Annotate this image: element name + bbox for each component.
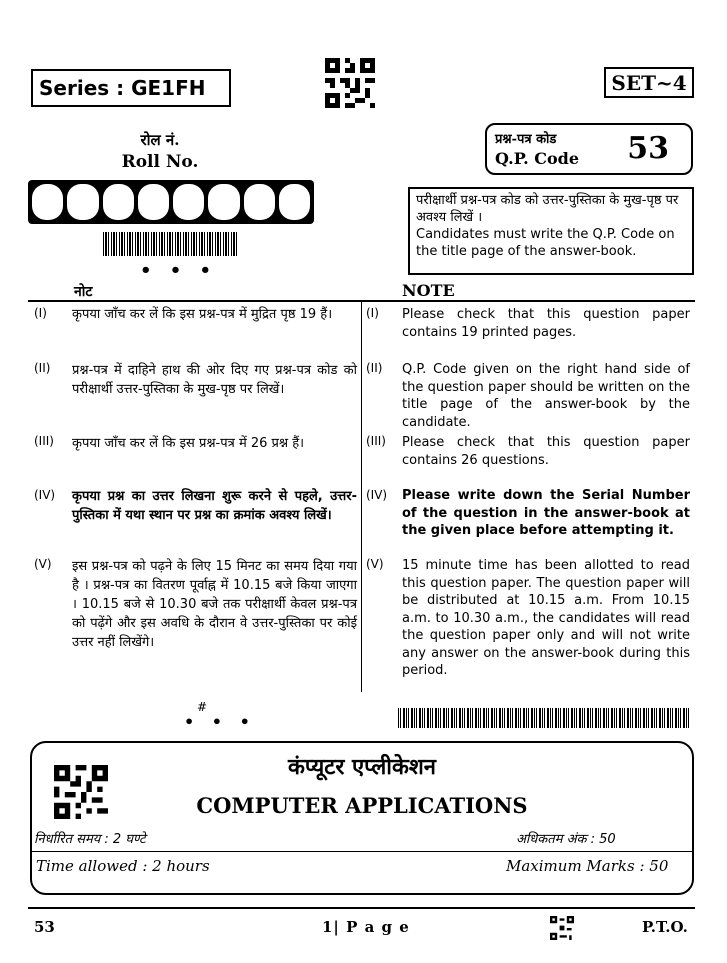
qp-instruction-hindi: परीक्षार्थी प्रश्न-पत्र कोड को उत्तर-पुस्तिका के मुख-पृष्ठ पर अवश्य लिखें । — [416, 193, 679, 225]
note-heading-hindi: नोट — [74, 284, 93, 300]
roll-digit-box[interactable] — [244, 184, 275, 220]
note-number: (III) — [366, 434, 386, 448]
roll-digit-box[interactable] — [103, 184, 134, 220]
note-text-hindi: प्रश्न-पत्र में दाहिने हाथ की ओर दिए गए प्रश्न-पत्र कोड को परीक्षार्थी उत्तर-पुस्तिका के मुख-पृष्ठ पर लिखें। — [72, 363, 357, 397]
qp-code-value: 53 — [627, 131, 669, 166]
note-number: (IV) — [366, 488, 388, 502]
note-text-english: 15 minute time has been allotted to read this question paper. The question paper will be distributed at 10.15 a.m. From 10.15 a.m. to 10.30 a.m., the candidates will read the question paper only and will not write any answer on the answer-book during this period. — [402, 558, 690, 678]
time-allowed-english: Time allowed : 2 hours — [36, 857, 210, 875]
roll-label-english: Roll No. — [121, 152, 199, 172]
note-text-hindi: कृपया जाँच कर लें कि इस प्रश्न-पत्र में मुद्रित पृष्ठ 19 हैं। — [72, 307, 333, 322]
pto-label: P.T.O. — [642, 918, 688, 936]
note-number: (I) — [34, 306, 47, 320]
notes-column-divider — [361, 300, 362, 692]
roll-label-hindi: रोल नं. — [140, 131, 180, 149]
maximum-marks-english: Maximum Marks : 50 — [506, 857, 669, 875]
roll-digit-box[interactable] — [279, 184, 310, 220]
note-number: (IV) — [34, 488, 56, 502]
qp-code-box — [485, 123, 693, 175]
qp-instruction-box — [408, 187, 694, 275]
subject-divider — [30, 851, 694, 852]
time-allowed-hindi: निर्धारित समय : 2 घण्टे — [34, 832, 146, 847]
roll-digit-box[interactable] — [138, 184, 169, 220]
footer-rule — [28, 907, 695, 909]
series-label: Series : GE1FH — [31, 69, 231, 107]
dots-separator: • • • — [184, 712, 256, 731]
roll-digit-box[interactable] — [208, 184, 239, 220]
qp-instruction-english: Candidates must write the Q.P. Code on the title page of the answer-book. — [416, 227, 675, 259]
qr-code-icon — [325, 58, 375, 108]
page-number: 1| P a g e — [322, 918, 410, 936]
subject-title-hindi: कंप्यूटर एप्लीकेशन — [287, 755, 437, 780]
roll-digit-box[interactable] — [67, 184, 98, 220]
note-heading-english: NOTE — [402, 281, 455, 300]
note-number: (V) — [366, 557, 384, 571]
note-number: (II) — [366, 361, 383, 375]
note-text-hindi: इस प्रश्न-पत्र को पढ़ने के लिए 15 मिनट का समय दिया गया है । प्रश्न-पत्र का वितरण पूर्वाह्न में 10.15 बजे किया जाएगा । 10.15 बजे से 10.30 बजे तक परीक्षार्थी केवल प्रश्न-पत्र को पढ़ेंगे और इस अवधि के दौरान वे उत्तर-पुस्तिका पर कोई उत्तर नहीं लिखेंगे। — [72, 559, 357, 650]
note-text-english: Please write down the Serial Number of the question in the answer-book at the given place before attempting it. — [402, 488, 690, 538]
note-number: (III) — [34, 434, 54, 448]
note-number: (V) — [34, 557, 52, 571]
roll-digit-box[interactable] — [32, 184, 63, 220]
qr-code-icon — [550, 916, 574, 940]
note-number: (II) — [34, 361, 51, 375]
barcode-icon — [398, 708, 690, 728]
note-text-hindi: कृपया जाँच कर लें कि इस प्रश्न-पत्र में 26 प्रश्न हैं। — [72, 436, 305, 451]
roll-digit-box[interactable] — [173, 184, 204, 220]
hash-mark: # — [197, 700, 208, 714]
dots-separator: • • • — [140, 260, 218, 281]
qp-label-english: Q.P. Code — [495, 149, 580, 168]
note-number: (I) — [366, 306, 379, 320]
subject-title-english: COMPUTER APPLICATIONS — [196, 793, 528, 818]
qp-label-hindi: प्रश्न-पत्र कोड — [495, 132, 557, 147]
note-text-hindi: कृपया प्रश्न का उत्तर लिखना शुरू करने से पहले, उत्तर-पुस्तिका में यथा स्थान पर प्रश्न का क्रमांक अवश्य लिखें। — [72, 489, 357, 523]
note-text-english: Q.P. Code given on the right hand side of the question paper should be written on the title page of the answer-book by the candidate. — [402, 362, 690, 430]
set-label: SET~4 — [604, 67, 694, 98]
note-text-english: Please check that this question paper contains 26 questions. — [402, 435, 690, 468]
roll-number-boxes[interactable] — [28, 180, 314, 224]
barcode-icon — [103, 232, 239, 256]
footer-qp-code: 53 — [34, 918, 55, 936]
note-text-english: Please check that this question paper contains 19 printed pages. — [402, 307, 690, 340]
maximum-marks-hindi: अधिकतम अंक : 50 — [516, 832, 616, 847]
